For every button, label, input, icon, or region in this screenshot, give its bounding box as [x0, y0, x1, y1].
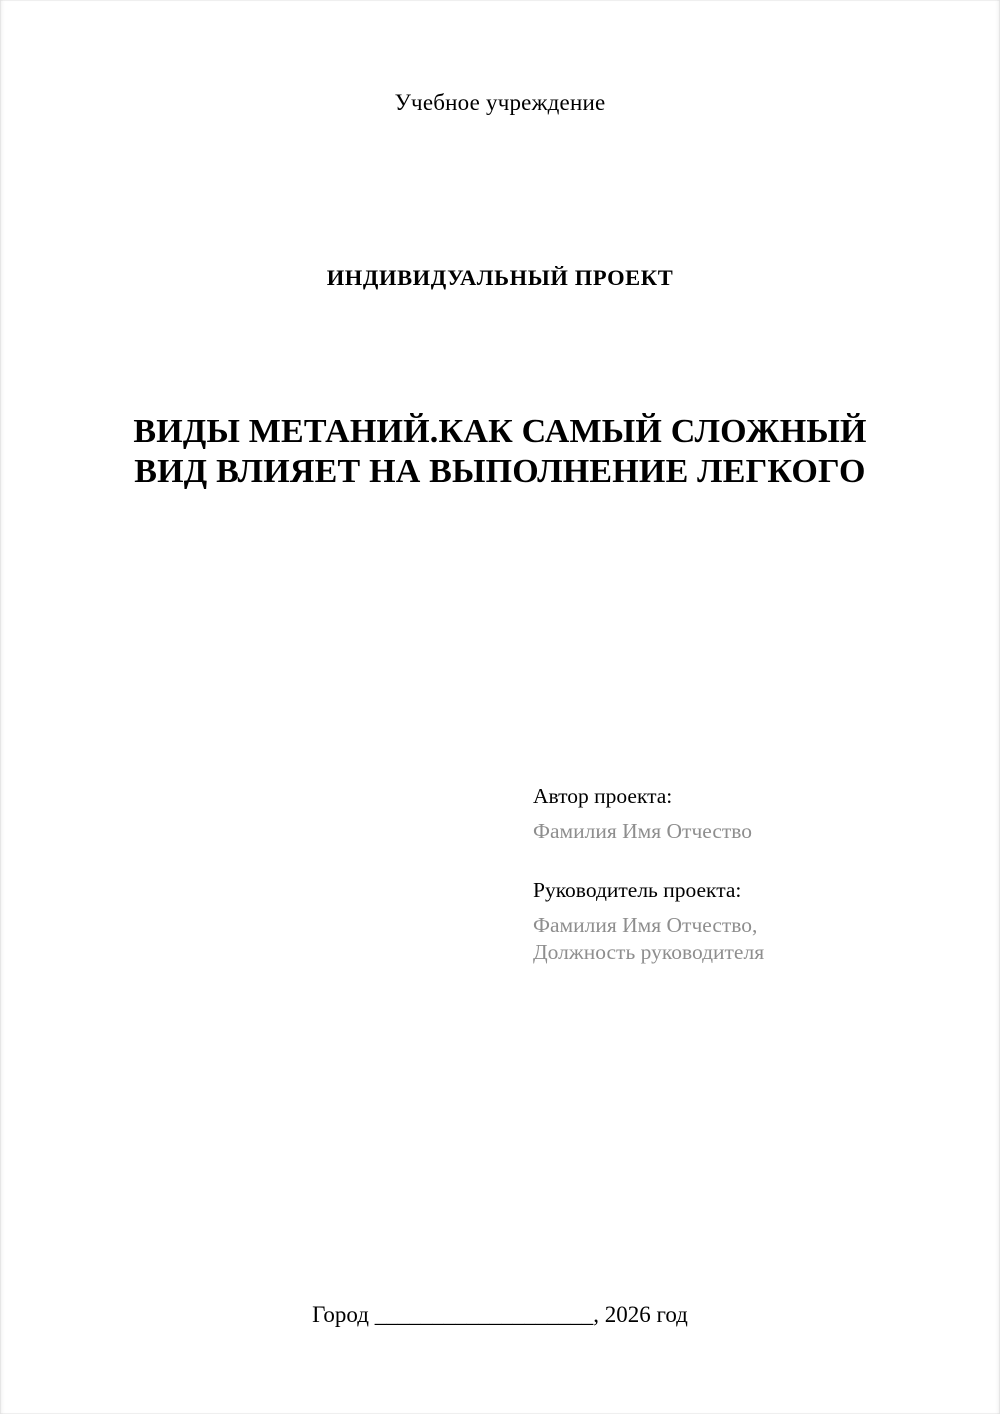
- document-type-heading: ИНДИВИДУАЛЬНЫЙ ПРОЕКТ: [326, 265, 674, 290]
- author-label: Автор проекта:: [533, 784, 673, 808]
- author-block: [533, 786, 933, 844]
- institution-name: Учебное учреждение: [394, 90, 606, 115]
- supervisor-position: Должность руководителя: [533, 939, 765, 964]
- supervisor-label: Руководитель проекта:: [533, 878, 742, 903]
- city-year-line: Город ___________________, 2026 год: [312, 1302, 688, 1327]
- supervisor-value: Фамилия Имя Отчество,: [533, 912, 758, 937]
- page-title: ВИДЫ МЕТАНИЙ.КАК САМЫЙ СЛОЖНЫЙ ВИД ВЛИЯЕТ НА ВЫПОЛНЕНИЕ ЛЕГКОГО: [133, 413, 867, 491]
- supervisor-block: [533, 880, 933, 965]
- credits-block: [533, 786, 933, 966]
- footer: [0, 1302, 1000, 1328]
- author-value: Фамилия Имя Отчество: [533, 818, 753, 843]
